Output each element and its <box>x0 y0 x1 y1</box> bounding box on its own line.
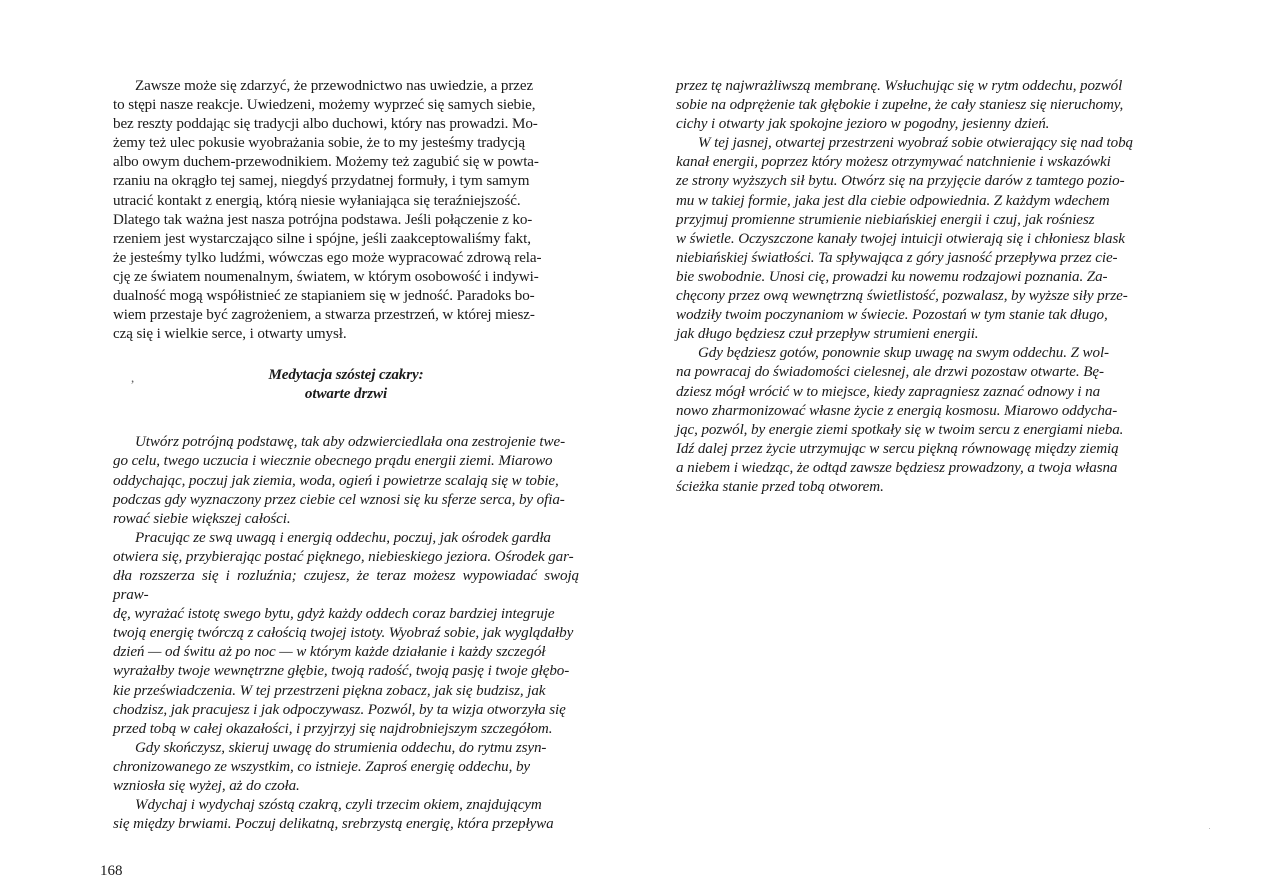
meditation-paragraph-4: Wdychaj i wydychaj szóstą czakrą, czyli trzecim okiem, znajdującym się między brwiami. Poczuj delikatną, srebrzystą energię, która przepływa <box>113 797 554 833</box>
left-page <box>0 0 631 893</box>
right-page <box>631 0 1263 893</box>
channel-paragraph: W tej jasnej, otwartej przestrzeni wyobraź sobie otwierający się nad tobą kanał energii, poprzez który możesz otrzymywać natchnienie i wskazówki ze strony wyższych sił bytu. Otwórz się na przyjęcie darów z tamtego pozio- mu w takiej formie, jaka jest dla ciebie odpowiednia. Z każdym wdechem przyjmuj promienne strumienie niebiańskiej energii i czuj, jak rośniesz w świetle. Oczyszczone kanały twojej intuicji otwierają się i chłoniesz blask niebiańskiej światłości. Ta spływająca z góry jasność przepływa przez cie- bie swobodnie. Unosi cię, prowadzi ku nowemu rodzajowi poznania. Za- chęcony przez ową wewnętrzną świetlistość, pozwalasz, by wyższe siły prze- wodziły twoim poczynaniom w świecie. Pozostań w tym stanie tak długo, jak długo będziesz czuł przepływ strumieni energii. <box>676 135 1134 343</box>
right-text-column <box>676 77 1148 497</box>
scan-speck <box>1209 828 1210 829</box>
closing-paragraph: Gdy będziesz gotów, ponownie skup uwagę na swym oddechu. Z wol- na powracaj do świadomości cielesnej, ale drzwi pozostaw otwarte. Bę- dziesz mógł wrócić w to miejsce, kiedy zapragniesz zaznać odnowy i na nowo zharmonizować własne życie z energią kosmosu. Miarowo oddycha- jąc, pozwól, by energie ziemi spotkały się w twoim sercu z energiami nieba. Idź dalej przez życie utrzymując w sercu piękną równowagę między ziemią a niebem i wiedząc, że odtąd zawsze będziesz prowadzony, a twoja własna ścieżka stanie przed tobą otworem. <box>676 345 1124 495</box>
continued-paragraph: przez tę najwrażliwszą membranę. Wsłuchując się w rytm oddechu, pozwól sobie na odprężenie tak głębokie i zupełne, że cały staniesz się nieruchomy, cichy i otwarty jak spokojne jezioro w pogodny, jesienny dzień. <box>676 78 1124 133</box>
page-number: 168 <box>100 863 123 879</box>
stray-mark: , <box>131 370 135 386</box>
left-text-column <box>113 77 579 834</box>
meditation-paragraph-2: Pracując ze swą uwagą i energią oddechu, poczuj, jak ośrodek gardła otwiera się, przybierając postać pięknego, niebieskiego jeziora. Ośrodek gar- dła rozszerza się i rozluźnia; czujesz, że teraz możesz wypowiadać swoją praw- dę, wyrażać istotę swego bytu, gdyż każdy oddech coraz bardziej integruje twoją energię twórczą z całością twojej istoty. Wyobraź sobie, jak wyglądałby dzień — od świtu aż po noc — w którym każde działanie i każdy szczegół wyrażałby twoje wewnętrzne głębie, twoją radość, twoją pasję i twoje głębo- kie przeświadczenia. W tej przestrzeni piękna zobacz, jak się budzisz, jak chodzisz, jak pracujesz i jak odpoczywasz. Pozwól, by ta wizja otworzyła się przed tobą w całej okazałości, i przyjrzyj się najdrobniejszym szczegółom. <box>113 529 579 737</box>
intro-paragraph: Zawsze może się zdarzyć, że przewodnictwo nas uwiedzie, a przez to stępi nasze reakcje. Uwiedzeni, możemy wyprzeć się samych siebie, bez reszty poddając się tradycji albo duchowi, który nas prowadzi. Mo- żemy też ulec pokusie wyobrażania sobie, że to my jesteśmy tradycją albo owym duchem-przewodnikiem. Możemy też zagubić się w powta- rzaniu na okrągło tej samej, niegdyś przydatnej formuły, i tym samym utracić kontakt z energią, którą niesie wyłaniająca się teraźniejszość. Dlatego tak ważna jest nasza potrójna podstawa. Jeśli połączenie z ko- rzeniem jest wystarczająco silne i spójne, jeśli zaakceptowaliśmy fakt, że jesteśmy tylko ludźmi, wówczas ego może wypracować zdrową rela- cję ze światem noumenalnym, światem, w którym osobowość i indywi- dualność mogą współistnieć ze stapianiem się w jedność. Paradoks bo- wiem przestaje być zagrożeniem, a stwarza przestrzeń, w której miesz- czą się i wielkie serce, i otwarty umysł. <box>113 78 542 343</box>
heading-title: Medytacja szóstej czakry: <box>268 367 424 384</box>
meditation-paragraph-3: Gdy skończysz, skieruj uwagę do strumienia oddechu, do rytmu zsyn- chronizowanego ze wszystkim, co istnieje. Zaproś energię oddechu, by wzniosła się wyżej, aż do czoła. <box>113 739 547 794</box>
meditation-paragraph-1: Utwórz potrójną podstawę, tak aby odzwierciedlała ona zestrojenie twe- go celu, twego uczucia i wiecznie obecnego prądu energii ziemi. Miarowo oddychając, poczuj jak ziemia, woda, ogień i powietrze scalają się w tobie, podczas gdy wyznaczony przez ciebie cel wznosi się ku sferze serca, by ofia- rować siebie większej całości. <box>113 434 565 527</box>
heading-subtitle: otwarte drzwi <box>304 386 388 403</box>
meditation-heading <box>113 366 579 404</box>
